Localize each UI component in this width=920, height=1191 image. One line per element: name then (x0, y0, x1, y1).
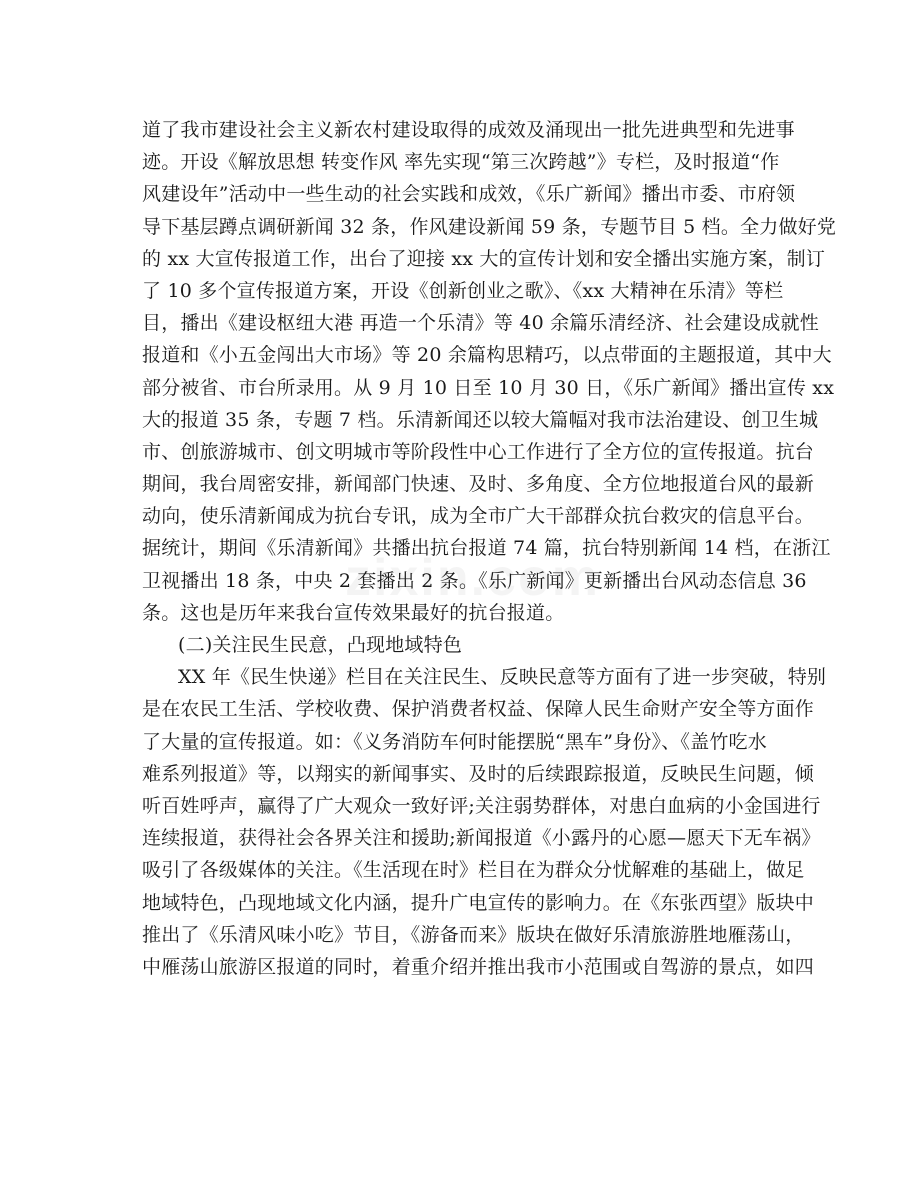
text-line: 卫视播出 18 条，中央 2 套播出 2 条。《乐广新闻》更新播出台风动态信息 36 (142, 569, 807, 592)
document-body (142, 114, 837, 983)
text-line: 推出了《乐清风味小吃》节目，《游备而来》版块在做好乐清旅游胜地雁荡山， (142, 923, 805, 946)
section-heading: (二)关注民生民意，凸现地域特色 (178, 634, 463, 656)
text-line: 吸引了各级媒体的关注。《生活现在时》栏目在为群众分忧解难的基础上，做足 (142, 859, 805, 882)
text-line: 难系列报道》等，以翔实的新闻事实、及时的后续跟踪报道，反映民生问题，倾 (142, 762, 815, 785)
text-line: 连续报道，获得社会各界关注和援助;新闻报道《小露丹的心愿—愿天下无车祸》 (142, 827, 821, 850)
text-line: 听百姓呼声，赢得了广大观众一致好评;关注弱势群体，对患白血病的小金国进行 (142, 794, 821, 817)
text-line: 报道和《小五金闯出大市场》等 20 余篇构思精巧，以点带面的主题报道，其中大 (142, 344, 832, 367)
text-line: 的 xx 大宣传报道工作，出台了迎接 xx 大的宣传计划和安全播出实施方案，制订 (142, 247, 826, 270)
text-line: 了 10 多个宣传报道方案，开设《创新创业之歌》、《xx 大精神在乐清》等栏 (142, 279, 784, 302)
text-line: 据统计，期间《乐清新闻》共播出抗台报道 74 篇，抗台特别新闻 14 档，在浙江 (142, 537, 831, 560)
text-line: 目，播出《建设枢纽大港 再造一个乐清》等 40 余篇乐清经济、社会建设成就性 (142, 312, 819, 335)
text-line: 期间，我台周密安排，新闻部门快速、及时、多角度、全方位地报道台风的最新 (142, 473, 815, 496)
text-line: 是在农民工生活、学校收费、保护消费者权益、保障人民生命财产安全等方面作 (142, 698, 815, 721)
text-line: 道了我市建设社会主义新农村建设取得的成效及涌现出一批先进典型和先进事 (142, 119, 795, 141)
text-line: 风建设年”活动中一些生动的社会实践和成效，《乐广新闻》播出市委、市府领 (142, 183, 796, 206)
text-line: 了大量的宣传报道。如：《义务消防车何时能摆脱“黑车”身份》、《盖竹吃水 (142, 730, 767, 753)
text-line: 地域特色，凸现地域文化内涵，提升广电宣传的影响力。在《东张西望》版块中 (142, 891, 815, 914)
text-line: 部分被省、市台所录用。从 9 月 10 日至 10 月 30 日，《乐广新闻》播出宣传 xx (142, 376, 835, 399)
text-line: 导下基层蹲点调研新闻 32 条，作风建设新闻 59 条，专题节目 5 档。全力做好党 (142, 215, 837, 238)
text-line: 中雁荡山旅游区报道的同时，着重介绍并推出我市小范围或自驾游的景点，如四 (142, 955, 815, 978)
text-line: 条。这也是历年来我台宣传效果最好的抗台报道。 (142, 601, 565, 624)
paragraph-first-line: XX 年《民生快递》栏目在关注民生、反映民意等方面有了进一步突破，特别 (178, 666, 827, 689)
text-line: 动向，使乐清新闻成为抗台专讯，成为全市广大干部群众抗台救灾的信息平台。 (142, 505, 815, 528)
text-line: 市、创旅游城市、创文明城市等阶段性中心工作进行了全方位的宣传报道。抗台 (142, 440, 815, 463)
text-line: 迹。开设《解放思想 转变作风 率先实现“第三次跨越”》专栏，及时报道“作 (142, 151, 780, 174)
text-line: 大的报道 35 条，专题 7 档。乐清新闻还以较大篇幅对我市法治建设、创卫生城 (142, 408, 819, 431)
